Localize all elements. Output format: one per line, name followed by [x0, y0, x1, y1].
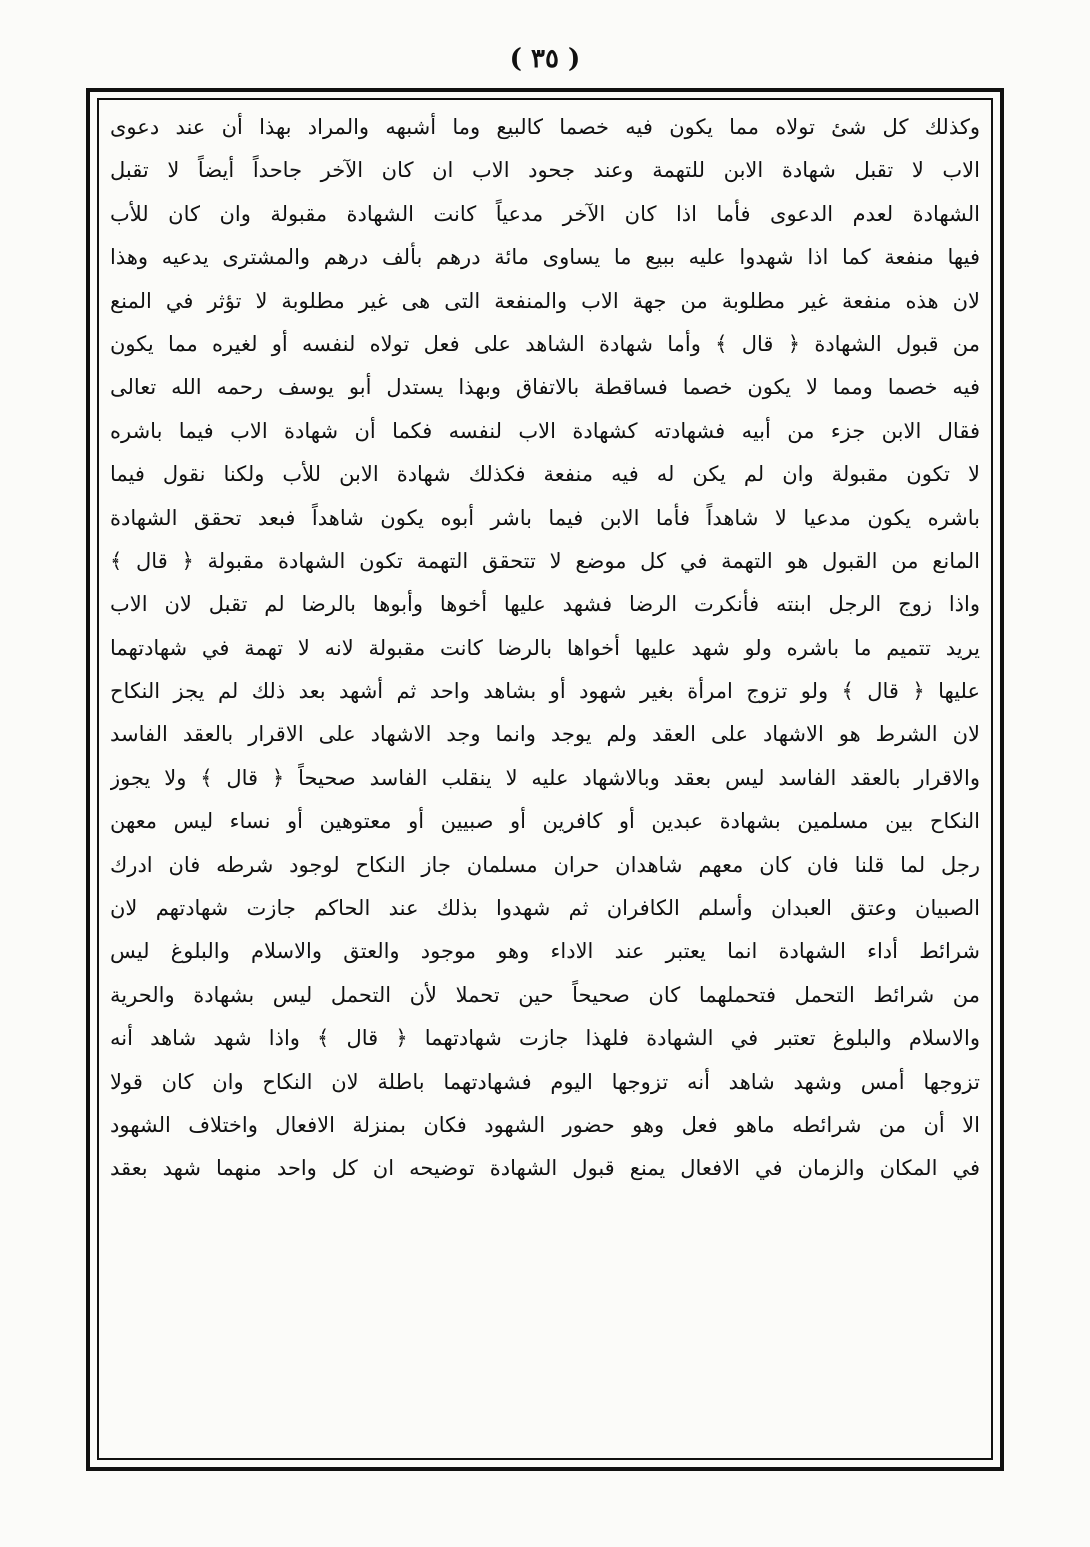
- body-text: [110, 106, 980, 1452]
- text-line: النكاح بين مسلمين بشهادة عبدين أو كافرين أو صبيين أو معتوهين أو نساء ليس معهن: [110, 809, 980, 834]
- text-line: لان هذه منفعة غير مطلوبة من جهة الاب والمنفعة التى هى غير مطلوبة لا تؤثر في المنع: [110, 288, 980, 313]
- text-line: والاقرار بالعقد الفاسد ليس بعقد وبالاشهاد عليه لا ينقلب الفاسد صحيحاً ﴿ قال ﴾ ولا يجوز: [110, 765, 980, 790]
- text-line: لا تكون مقبولة وان لم يكن له فيه منفعة فكذلك شهادة الابن للأب ولكنا نقول فيما: [110, 462, 980, 487]
- text-line: شرائط أداء الشهادة انما يعتبر عند الاداء وهو موجود والعتق والاسلام والبلوغ ليس: [110, 939, 980, 964]
- text-line: واذا زوج الرجل ابنته فأنكرت الرضا فشهد عليها أخوها وأبوها بالرضا لم تقبل لان الاب: [110, 592, 980, 617]
- text-line: لان الشرط هو الاشهاد على العقد ولم يوجد وانما وجد الاشهاد على الاقرار بالعقد الفاسد: [110, 722, 980, 747]
- text-line: وكذلك كل شئ تولاه مما يكون فيه خصما كالبيع وما أشبهه والمراد بهذا أن عند دعوى: [110, 115, 980, 139]
- text-line: فقال الابن جزء من أبيه فشهادته كشهادة الاب لنفسه فكما أن شهادة الاب فيما باشره: [110, 418, 980, 443]
- text-line: باشره يكون مدعيا لا شاهداً فأما الابن فيما باشر أبوه يكون شاهداً فبعد تحقق الشهادة: [110, 505, 980, 530]
- text-line: تزوجها أمس وشهد شاهد أنه تزوجها اليوم فشهادتهما باطلة لان النكاح وان كان قولا: [110, 1069, 980, 1094]
- text-line: فيه خصما ومما لا يكون خصما فساقطة بالاتفاق وبهذا يستدل أبو يوسف رحمه الله تعالى: [110, 375, 980, 400]
- text-line: الا أن من شرائطه ماهو فعل وهو حضور الشهود فكان بمنزلة الافعال واختلاف الشهود: [110, 1112, 980, 1137]
- text-line: عليها ﴿ قال ﴾ ولو تزوج امرأة بغير شهود أو بشاهد واحد ثم أشهد بعد ذلك لم يجز النكاح: [110, 679, 980, 704]
- text-line: من شرائط التحمل فتحملهما كان صحيحاً حين تحملا لأن التحمل ليس بشهادة والحرية: [110, 982, 980, 1007]
- text-line: الصبيان وعتق العبدان وأسلم الكافران ثم شهدوا بذلك عند الحاكم جازت شهادتهم لان: [110, 896, 980, 921]
- text-line: يريد تتميم ما باشره ولو شهد عليها أخواها بالرضا كانت مقبولة لانه لا تهمة في شهادتهما: [110, 635, 980, 660]
- text-line: رجل لما قلنا فان كان معهم شاهدان حران مسلمان جاز النكاح لوجود شرطه فان ادرك: [110, 852, 980, 877]
- text-line: المانع من القبول هو التهمة في كل موضع لا تتحقق التهمة تكون الشهادة مقبولة ﴿ قال ﴾: [110, 548, 980, 573]
- text-line: في المكان والزمان في الافعال يمنع قبول الشهادة توضيحه ان كل واحد منهما شهد بعقد: [110, 1156, 980, 1181]
- text-line: من قبول الشهادة ﴿ قال ﴾ وأما شهادة الشاهد على فعل تولاه لنفسه أو لغيره مما يكون: [110, 331, 980, 356]
- text-line: والاسلام والبلوغ تعتبر في الشهادة فلهذا جازت شهادتهما ﴿ قال ﴾ واذا شهد شاهد أنه: [110, 1026, 980, 1051]
- text-line: فيها منفعة كما اذا شهدوا عليه ببيع ما يساوى مائة درهم بألف درهم والمشترى يدعيه وهذا: [110, 245, 980, 270]
- text-line: الشهادة لعدم الدعوى فأما اذا كان الآخر مدعياً كانت الشهادة مقبولة وان كان للأب: [110, 201, 980, 226]
- text-line: الاب لا تقبل شهادة الابن للتهمة وعند جحود الاب ان كان الآخر جاحداً أيضاً لا تقبل: [110, 158, 980, 183]
- page-number: ( ٣٥ ): [509, 44, 581, 74]
